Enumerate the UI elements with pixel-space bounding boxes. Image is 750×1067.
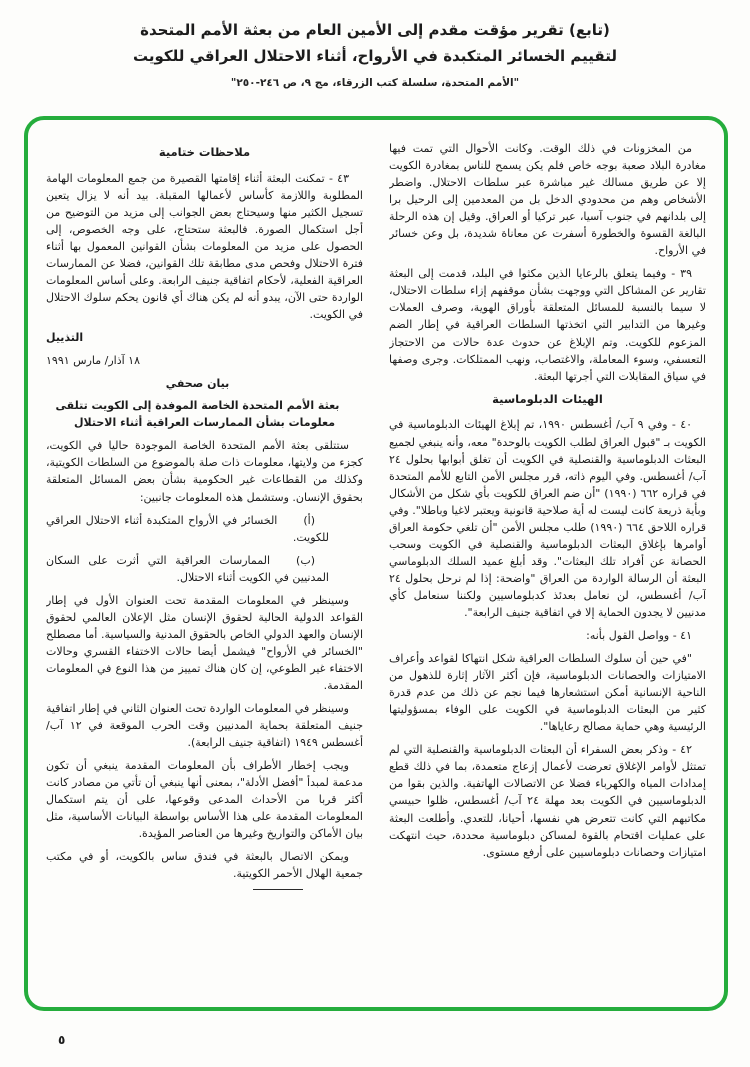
paragraph-40: ٤٠ - وفي ٩ آب/ أغسطس ١٩٩٠، تم إبلاغ الهيئات الدبلوماسية في الكويت بـ "قبول العراق لطلب الكويت بالوحدة" معه، وأنه ينبغي لجميع البعثات الدبلوماسية والقنصلية في الكويت أن تغلق أبوابها بحلول ٢٤ آب/ أغسطس. وفي اليوم ذاته، قرر مجلس الأمن التابع للأمم المتحدة في قراره ٦٦٢ (١٩٩٠) "أن ضم العراق للكويت بأي شكل من الأشكال وبأية ذريعة كانت ليست له أية صلاحية قانونية ويعتبر لاغيا وباطلا". وفي قراره اللاحق ٦٦٤ (١٩٩٠) طلب مجلس الأمن "أن تلغي حكومة العراق أوامرها بإغلاق البعثات الدبلوماسية والقنصلية في الكويت وسحب الحصانة عن أفراد تلك البعثات". وقد أبلغ عميد السلك الدبلوماسي البعثة أن الرسالة الواردة من العراق "واضحة: إذا لم نرحل بحلول ٢٤ آب/ أغسطس، لن نعامل بعدئذ كدبلوماسيين ولكننا سنعامل كأي مدنيين لا يجدون الحماية إلا في اتفاقية جنيف الرابعة". bbox=[389, 418, 706, 619]
document-title-line-2: لتقييم الخسائر المتكبدة في الأرواح، أثناء الاحتلال العراقي للكويت bbox=[133, 47, 617, 66]
section-heading-diplomatic-bodies: الهيئات الدبلوماسية bbox=[492, 391, 603, 406]
paragraph-43: ٤٣ - تمكنت البعثة أثناء إقامتها القصيرة من جمع المعلومات الهامة المطلوبة واللازمة كأساس لأعمالها المقبلة. بيد أنه لا يزال يتعين تسجيل الكثير منها وسيحتاج بعض الجوانب إلى مزيد من التوضيح من أجل استكمال الصورة. فالبعثة ستحتاج، على وجه الخصوص، إلى الحصول على مزيد من المعلومات بشأن القوانين المعمول بها أثناء فترة الاحتلال وفحص مدى مطابقة تلك القوانين، فضلا عن الممارسات العراقية الفعلية، لأحكام اتفاقية جنيف الرابعة. وعلى أساس المعلومات الواردة حتى الآن، يبدو أنه لم يكن هناك أي قانون يحكم سلوك الاحتلال في الكويت. bbox=[46, 171, 363, 322]
paragraph-second-title-framework: وسينظر في المعلومات الواردة تحت العنوان الثاني في إطار اتفاقية جنيف المتعلقة بحماية المدنيين وقت الحرب الموقعة في ١٢ آب/ أغسطس ١٩٤٩ (اتفاقية جنيف الرابعة). bbox=[46, 702, 363, 750]
page-number: ٥ bbox=[58, 1033, 66, 1047]
document-title-line-1: (تابع) تقرير مؤقت مقدم إلى الأمين العام من بعثة الأمم المتحدة bbox=[140, 21, 610, 39]
appendix-heading: التذييل bbox=[46, 331, 84, 345]
document-source-line: "الأمم المتحدة، سلسلة كتب الزرقاء، مج ٩، ص ٢٤٦-٢٥٠" bbox=[230, 76, 520, 89]
quote-block-41: "في حين أن سلوك السلطات العراقية شكل انتهاكا لقواعد وأعراف الامتيازات والحصانات الدبلوماسية، فإن أكثر الآثار إثارة للذهول من الناحية الإنسانية أمكن استشعارها فيما نجم عن ذلك من عدم قدرة كثير من البعثات الدبلوماسية في الكويت على الوفاء بمسؤوليتها الرئيسية وهي حماية مصالح رعاياها". bbox=[389, 652, 706, 734]
content-frame bbox=[24, 116, 728, 1011]
list-item-a-label: (أ) bbox=[303, 513, 315, 527]
list-item-b bbox=[46, 552, 363, 586]
list-item-b-text: الممارسات العراقية التي أثرت على السكان المدنيين في الكويت أثناء الاحتلال. bbox=[46, 553, 329, 584]
paragraph-contact: ويمكن الاتصال بالبعثة في فندق ساس بالكويت، أو في مكتب جمعية الهلال الأحمر الكويتية. bbox=[46, 850, 363, 881]
page-header bbox=[0, 0, 750, 90]
paragraph-continuation: من المخزونات في ذلك الوقت. وكانت الأحوال التي تمت فيها مغادرة البلاد صعبة بوجه خاص فلم يكن يسمح للناس بمغادرة الكويت إلا عن طريق مسالك غير مباشرة عبر سلطات الاحتلال. واضطر الأشخاص وهم من محدودي الدخل بل من المعدمين إلى الرحيل برا إلى بلدانهم في جنوب آسيا، عبر تركيا أو العراق. وقيل إن هذه الرحلة البالغة القسوة والخطورة أسفرت عن معاناة شديدة، بل وعن خسائر في الأرواح. bbox=[389, 142, 706, 258]
section-heading-concluding-remarks: ملاحظات ختامية bbox=[158, 145, 251, 159]
two-column-layout bbox=[46, 140, 706, 993]
paragraph-best-evidence: ويجب إخطار الأطراف بأن المعلومات المقدمة ينبغي أن تكون مدعمة لمبدأ "أفضل الأدلة"، بمعنى أنها ينبغي أن تأتي من مصادر كانت أكثر قربا من الأحداث المدعى وقوعها، على أن يتم استكمال المعلومات المقدمة على هذا الأساس بواسطة البيانات الأساسية، مثل بيان الأماكن والتواريخ وغيرها من العناصر المؤيدة. bbox=[46, 759, 363, 841]
list-item-b-label: (ب) bbox=[296, 553, 315, 567]
column-left bbox=[46, 140, 363, 993]
paragraph-39: ٣٩ - وفيما يتعلق بالرعايا الذين مكثوا في البلد، قدمت إلى البعثة تقارير عن المشاكل التي ووجهت بشأن موقفهم إزاء سلطات الاحتلال، لا سيما بالنسبة للمسائل المتعلقة بأوراق الهوية، وصرف العملات وغيرها من التدابير التي اتخذتها السلطات العراقية في إطار الضم المزعوم للكويت. وتم الإبلاغ عن حدوث عدة حالات من الاحتجاز التعسفي، وسوء المعاملة، والاغتصاب، ونهب الممتلكات. وجرى وصفها في سياق المقابلات التي أجرتها البعثة. bbox=[389, 267, 706, 383]
press-release-title: بعثة الأمم المتحدة الخاصة الموفدة إلى الكويت تتلقى معلومات بشأن الممارسات العراقية أثناء الاحتلال bbox=[55, 399, 340, 429]
paragraph-press-intro: ستتلقى بعثة الأمم المتحدة الخاصة الموجودة حاليا في الكويت، كجزء من ولايتها، معلومات ذات صلة بالموضوع من السلطات الكويتية، وكذلك من القطاعات غير الحكومية بشأن بعض المسائل المتعلقة بحقوق الإنسان. وستشمل هذه المعلومات جانبين: bbox=[46, 439, 363, 504]
column-right bbox=[389, 140, 706, 993]
list-item-a-text: الخسائر في الأرواح المتكبدة أثناء الاحتلال العراقي للكويت. bbox=[46, 513, 329, 544]
appendix-date: ١٨ آذار/ مارس ١٩٩١ bbox=[46, 354, 140, 368]
press-release-label: بيان صحفي bbox=[165, 377, 230, 391]
paragraph-42: ٤٢ - وذكر بعض السفراء أن البعثات الدبلوماسية والقنصلية التي لم تمتثل لأوامر الإغلاق تعرضت لأعمال إزعاج متعمدة، بما في ذلك قطع إمدادات المياه والكهرباء فضلا عن الاتصالات الهاتفية. والذين بقوا من الدبلوماسيين في الكويت بعد مهلة ٢٤ آب/ أغسطس، ظلوا حبيسي مكاتبهم التي كانت تتعرض هي نفسها، أحيانا، للتعدي. وأطلعت البعثة على عمليات اقتحام بالقوة لمساكن دبلوماسية محددة، حيث انتهكت امتيازات وحصانات دبلوماسيين على أرفع مستوى. bbox=[389, 743, 706, 859]
paragraph-41-lead: ٤١ - وواصل القول بأنه: bbox=[586, 629, 692, 643]
paragraph-first-title-framework: وسينظر في المعلومات المقدمة تحت العنوان الأول في إطار القواعد الدولية الحالية لحقوق الإنسان مثل الإعلان العالمي لحقوق الإنسان والعهد الدولي الخاص بالحقوق المدنية والسياسية. أما مصطلح "الخسائر في الأرواح" فيشمل أيضا حالات الاختفاء القسري وحالات الاختفاء غير الطوعي، إن كان هناك تمييز من هذا النوع في المعلومات المقدمة. bbox=[46, 593, 363, 692]
footnote-rule bbox=[253, 889, 303, 890]
list-item-a bbox=[46, 512, 363, 546]
